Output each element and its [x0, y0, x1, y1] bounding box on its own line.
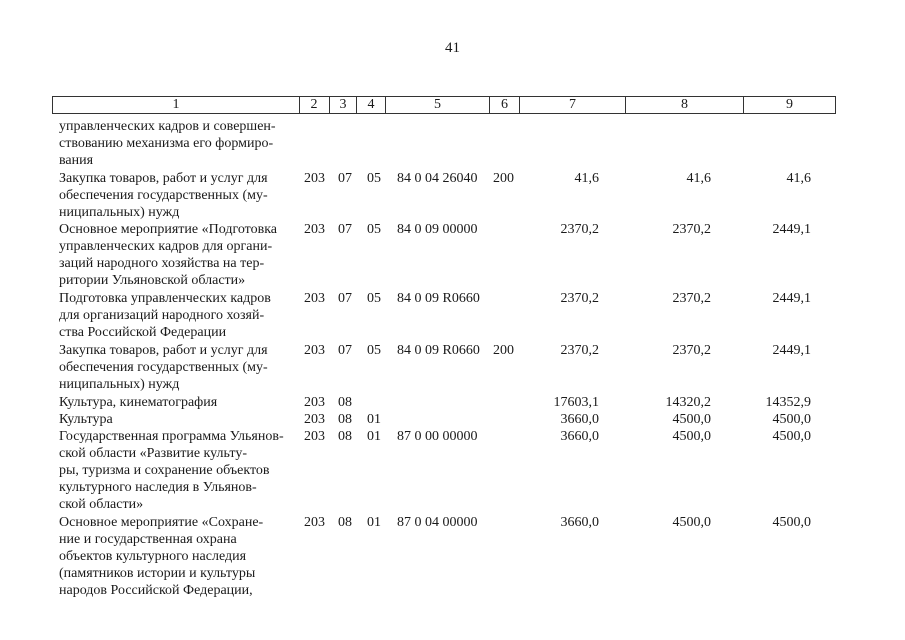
- cell-amount-9: 4500,0: [772, 515, 811, 530]
- cell-amount-7: 3660,0: [560, 429, 599, 444]
- cell-section: 08: [338, 429, 352, 444]
- row-description: Закупка товаров, работ и услуг для обеспечения государственных (му- ниципальных) нужд: [59, 343, 268, 392]
- cell-section: 07: [338, 343, 352, 358]
- header-col-2: 2: [299, 96, 330, 114]
- cell-target-article: 87 0 00 00000: [397, 429, 478, 444]
- row-description: Основное мероприятие «Сохране- ние и государственная охрана объектов культурного наследия (памятников истории и культуры народов Российской Федерации,: [59, 515, 264, 598]
- header-col-6: 6: [490, 96, 520, 114]
- cell-amount-8: 4500,0: [672, 429, 711, 444]
- cell-target-article: 84 0 09 R0660: [397, 343, 480, 358]
- cell-amount-8: 2370,2: [672, 343, 711, 358]
- header-col-3: 3: [330, 96, 357, 114]
- cell-section: 07: [338, 222, 352, 237]
- header-col-1: 1: [52, 96, 300, 114]
- cell-section: 07: [338, 171, 352, 186]
- cell-amount-8: 4500,0: [672, 412, 711, 427]
- cell-amount-7: 2370,2: [560, 291, 599, 306]
- cell-admin-code: 203: [304, 171, 325, 186]
- table-body: [0, 118, 905, 600]
- cell-amount-8: 2370,2: [672, 222, 711, 237]
- cell-admin-code: 203: [304, 429, 325, 444]
- cell-section: 07: [338, 291, 352, 306]
- cell-amount-9: 2449,1: [772, 291, 811, 306]
- cell-admin-code: 203: [304, 395, 325, 410]
- cell-target-article: 84 0 04 26040: [397, 171, 478, 186]
- cell-subsection: 01: [367, 515, 381, 530]
- cell-subsection: 05: [367, 171, 381, 186]
- cell-expense-type: 200: [493, 171, 514, 186]
- row-description: управленческих кадров и совершен- ствованию механизма его формиро- вания: [59, 119, 276, 168]
- cell-subsection: 01: [367, 429, 381, 444]
- cell-amount-7: 2370,2: [560, 343, 599, 358]
- table-row: [0, 170, 905, 221]
- cell-amount-9: 4500,0: [772, 429, 811, 444]
- cell-amount-8: 41,6: [686, 171, 711, 186]
- cell-amount-9: 2449,1: [772, 343, 811, 358]
- table-row: [0, 514, 905, 600]
- cell-section: 08: [338, 395, 352, 410]
- cell-amount-8: 4500,0: [672, 515, 711, 530]
- table-row: [0, 411, 905, 428]
- cell-admin-code: 203: [304, 343, 325, 358]
- cell-subsection: 01: [367, 412, 381, 427]
- row-description: Подготовка управленческих кадров для организаций народного хозяй- ства Российской Федерации: [59, 291, 271, 340]
- cell-admin-code: 203: [304, 515, 325, 530]
- cell-section: 08: [338, 515, 352, 530]
- page-number: 41: [445, 40, 460, 56]
- cell-admin-code: 203: [304, 291, 325, 306]
- cell-target-article: 84 0 09 R0660: [397, 291, 480, 306]
- cell-target-article: 87 0 04 00000: [397, 515, 478, 530]
- cell-amount-7: 3660,0: [560, 412, 599, 427]
- cell-amount-9: 14352,9: [765, 395, 811, 410]
- cell-subsection: 05: [367, 291, 381, 306]
- cell-amount-9: 2449,1: [772, 222, 811, 237]
- table-row: [0, 394, 905, 411]
- row-description: Культура: [59, 412, 113, 427]
- cell-expense-type: 200: [493, 343, 514, 358]
- cell-amount-8: 2370,2: [672, 291, 711, 306]
- cell-admin-code: 203: [304, 412, 325, 427]
- row-description: Закупка товаров, работ и услуг для обеспечения государственных (му- ниципальных) нужд: [59, 171, 268, 220]
- cell-amount-9: 4500,0: [772, 412, 811, 427]
- row-description: Государственная программа Ульянов- ской области «Развитие культу- ры, туризма и сохранение объектов культурного наследия в Ульянов- ской области»: [59, 429, 284, 512]
- table-row: [0, 290, 905, 342]
- table-row: [0, 118, 905, 170]
- cell-amount-8: 14320,2: [665, 395, 711, 410]
- cell-amount-7: 2370,2: [560, 222, 599, 237]
- header-col-8: 8: [626, 96, 744, 114]
- table-row: [0, 428, 905, 514]
- row-description: Основное мероприятие «Подготовка управленческих кадров для органи- заций народного хозяйства на тер- ритории Ульяновской области»: [59, 222, 278, 288]
- cell-amount-7: 17603,1: [553, 395, 599, 410]
- cell-amount-7: 41,6: [574, 171, 599, 186]
- header-col-7: 7: [520, 96, 626, 114]
- cell-amount-7: 3660,0: [560, 515, 599, 530]
- table-row: [0, 342, 905, 394]
- header-col-5: 5: [386, 96, 490, 114]
- cell-subsection: 05: [367, 343, 381, 358]
- header-col-9: 9: [744, 96, 836, 114]
- cell-section: 08: [338, 412, 352, 427]
- row-description: Культура, кинематография: [59, 395, 218, 410]
- cell-target-article: 84 0 09 00000: [397, 222, 478, 237]
- table-row: [0, 221, 905, 290]
- cell-subsection: 05: [367, 222, 381, 237]
- header-col-4: 4: [357, 96, 386, 114]
- cell-admin-code: 203: [304, 222, 325, 237]
- cell-amount-9: 41,6: [786, 171, 811, 186]
